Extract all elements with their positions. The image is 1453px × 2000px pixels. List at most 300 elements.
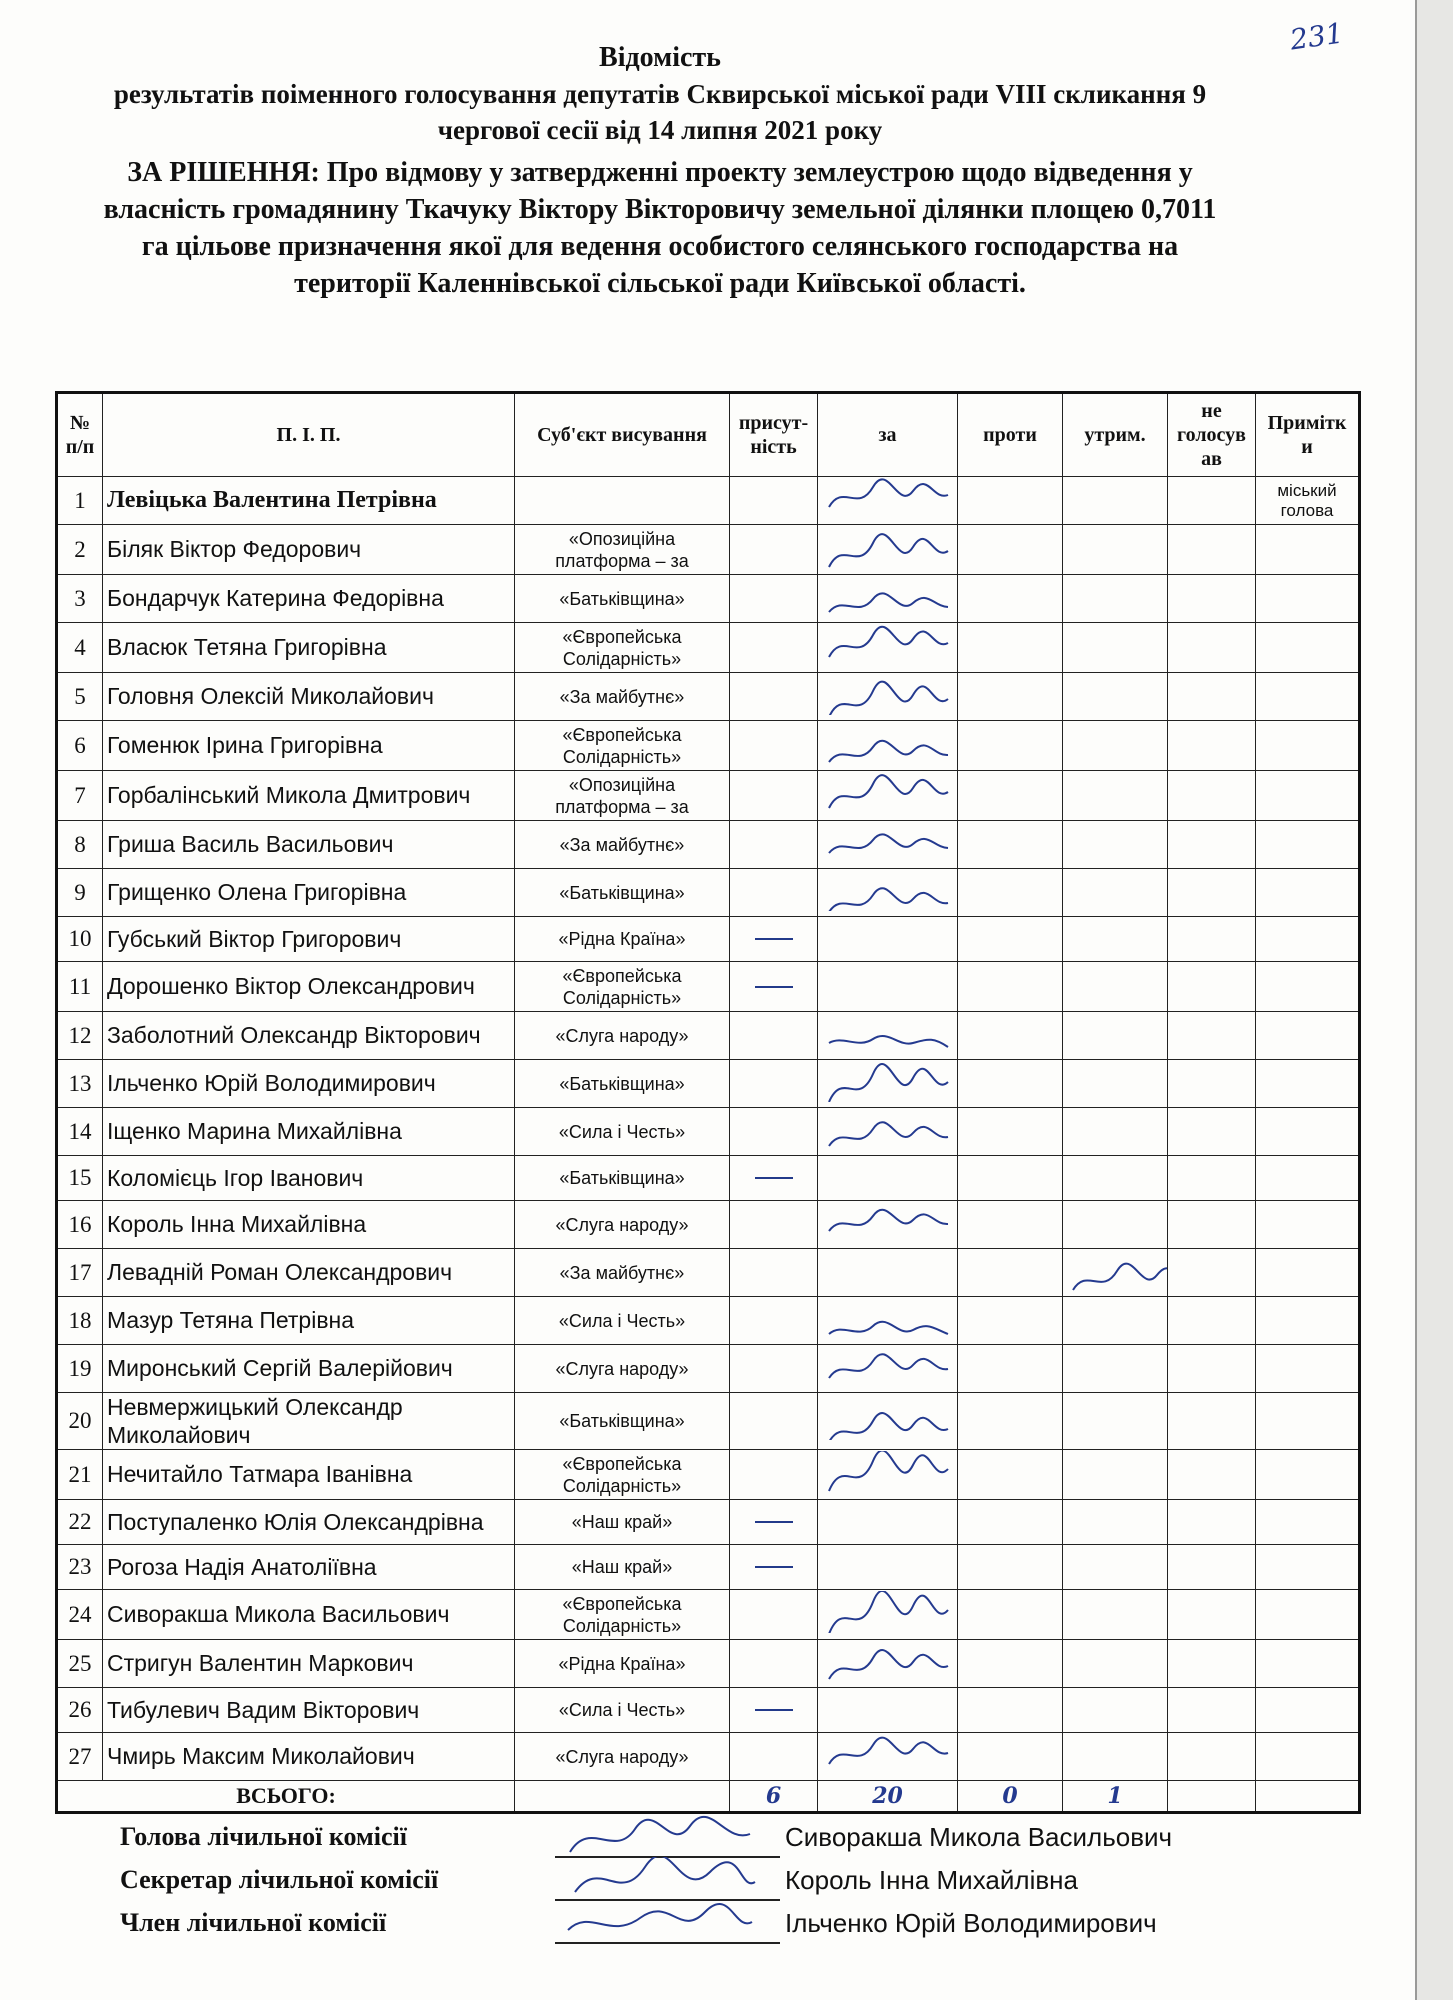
table-row xyxy=(57,821,1360,869)
note-cell: міський голова xyxy=(1256,477,1360,525)
note-cell xyxy=(1256,1249,1360,1297)
row-number: 21 xyxy=(57,1450,103,1500)
total-presence: 6 xyxy=(730,1781,818,1813)
row-number: 24 xyxy=(57,1590,103,1640)
row-number: 17 xyxy=(57,1249,103,1297)
vote-against-cell xyxy=(958,575,1063,623)
table-row xyxy=(57,1640,1360,1688)
vote-for-cell xyxy=(818,1545,958,1590)
nominating-party: «За майбутнє» xyxy=(515,1249,730,1297)
table-row xyxy=(57,1060,1360,1108)
signature-mark xyxy=(823,722,953,764)
not-voted-cell xyxy=(1168,869,1256,917)
signature-mark xyxy=(823,1297,953,1339)
vote-against-cell xyxy=(958,917,1063,962)
deputy-name: Чмирь Максим Миколайович xyxy=(103,1733,515,1781)
col-note-header: Примітк и xyxy=(1256,393,1360,477)
nominating-party: «Наш край» xyxy=(515,1500,730,1545)
deputy-name: Гриша Василь Васильович xyxy=(103,821,515,869)
deputy-name: Стригун Валентин Маркович xyxy=(103,1640,515,1688)
row-number: 25 xyxy=(57,1640,103,1688)
note-cell xyxy=(1256,1545,1360,1590)
signature-mark xyxy=(1067,1249,1168,1291)
total-party-cell xyxy=(515,1781,730,1813)
page-edge xyxy=(1415,0,1453,2000)
row-number: 4 xyxy=(57,623,103,673)
presence-cell xyxy=(730,1156,818,1201)
vote-for-cell xyxy=(818,1500,958,1545)
row-number: 19 xyxy=(57,1345,103,1393)
not-voted-cell xyxy=(1168,1156,1256,1201)
table-row xyxy=(57,525,1360,575)
commission-member-name: Ільченко Юрій Володимирович xyxy=(785,1908,1157,1938)
not-voted-cell xyxy=(1168,1201,1256,1249)
vote-against-cell xyxy=(958,721,1063,771)
row-number: 3 xyxy=(57,575,103,623)
presence-cell xyxy=(730,721,818,771)
presence-cell xyxy=(730,525,818,575)
nominating-party: «Європейська Солідарність» xyxy=(515,1450,730,1500)
note-cell xyxy=(1256,962,1360,1012)
vote-for-cell xyxy=(818,721,958,771)
not-voted-cell xyxy=(1168,1108,1256,1156)
not-voted-cell xyxy=(1168,1640,1256,1688)
commission-member-name: Король Інна Михайлівна xyxy=(785,1865,1078,1895)
vote-abstain-cell xyxy=(1063,962,1168,1012)
vote-against-cell xyxy=(958,1201,1063,1249)
vote-for-cell xyxy=(818,1297,958,1345)
vote-against-cell xyxy=(958,1640,1063,1688)
decision-line: ЗА РІШЕННЯ: Про відмову у затвердженні проекту землеустрою щодо відведення у xyxy=(127,157,1193,188)
col-party-header: Суб'єкт висування xyxy=(515,393,730,477)
vote-for-cell xyxy=(818,821,958,869)
row-number: 14 xyxy=(57,1108,103,1156)
not-voted-cell xyxy=(1168,575,1256,623)
row-number: 16 xyxy=(57,1201,103,1249)
not-voted-cell xyxy=(1168,623,1256,673)
nominating-party: «Батьківщина» xyxy=(515,575,730,623)
signature-mark xyxy=(823,624,953,666)
note-cell xyxy=(1256,1733,1360,1781)
vote-abstain-cell xyxy=(1063,575,1168,623)
signature-mark xyxy=(560,1900,760,1955)
commission-role: Голова лічильної комісії xyxy=(120,1822,407,1851)
nominating-party: «Рідна Країна» xyxy=(515,1640,730,1688)
total-against: 0 xyxy=(958,1781,1063,1813)
vote-abstain-cell xyxy=(1063,525,1168,575)
deputy-name: Невмержицький Олександр Миколайович xyxy=(103,1393,515,1450)
row-number: 11 xyxy=(57,962,103,1012)
nominating-party: «Батьківщина» xyxy=(515,1156,730,1201)
commission-member-name: Сиворакша Микола Васильович xyxy=(785,1822,1173,1852)
vote-abstain-cell xyxy=(1063,1450,1168,1500)
vote-against-cell xyxy=(958,771,1063,821)
absence-dash-mark xyxy=(755,1566,793,1568)
vote-for-cell xyxy=(818,1345,958,1393)
row-number: 13 xyxy=(57,1060,103,1108)
signature-mark xyxy=(823,575,953,617)
note-cell xyxy=(1256,1108,1360,1156)
vote-abstain-cell xyxy=(1063,1297,1168,1345)
nominating-party: «Опозиційна платформа – за xyxy=(515,771,730,821)
decision-line: га цільове призначення якої для ведення особистого селянського господарства на xyxy=(141,231,1179,262)
signature-mark xyxy=(823,1451,953,1493)
deputy-name: Поступаленко Юлія Олександрівна xyxy=(103,1500,515,1545)
table-row xyxy=(57,1733,1360,1781)
vote-abstain-cell xyxy=(1063,917,1168,962)
nominating-party: «Європейська Солідарність» xyxy=(515,721,730,771)
table-row xyxy=(57,1156,1360,1201)
nominating-party: «За майбутнє» xyxy=(515,821,730,869)
presence-cell xyxy=(730,1545,818,1590)
vote-against-cell xyxy=(958,1450,1063,1500)
vote-against-cell xyxy=(958,1297,1063,1345)
presence-cell xyxy=(730,1500,818,1545)
note-cell xyxy=(1256,821,1360,869)
vote-abstain-cell xyxy=(1063,721,1168,771)
presence-cell xyxy=(730,1450,818,1500)
vote-abstain-cell xyxy=(1063,623,1168,673)
vote-for-cell xyxy=(818,1249,958,1297)
deputy-name: Тибулевич Вадим Вікторович xyxy=(103,1688,515,1733)
vote-abstain-cell xyxy=(1063,477,1168,525)
col-for-header: за xyxy=(818,393,958,477)
nominating-party: «Рідна Країна» xyxy=(515,917,730,962)
not-voted-cell xyxy=(1168,673,1256,721)
not-voted-cell xyxy=(1168,1249,1256,1297)
vote-for-cell xyxy=(818,623,958,673)
note-cell xyxy=(1256,1640,1360,1688)
not-voted-cell xyxy=(1168,821,1256,869)
absence-dash-mark xyxy=(755,1521,793,1523)
note-cell xyxy=(1256,575,1360,623)
absence-dash-mark xyxy=(755,938,793,940)
row-number: 8 xyxy=(57,821,103,869)
signature-mark xyxy=(823,673,953,715)
note-cell xyxy=(1256,1688,1360,1733)
vote-against-cell xyxy=(958,1545,1063,1590)
nominating-party: «Слуга народу» xyxy=(515,1733,730,1781)
table-row xyxy=(57,1012,1360,1060)
voting-table-body xyxy=(57,477,1360,1781)
presence-cell xyxy=(730,1688,818,1733)
note-cell xyxy=(1256,1590,1360,1640)
deputy-name: Власюк Тетяна Григорівна xyxy=(103,623,515,673)
signature-mark xyxy=(823,477,953,519)
vote-abstain-cell xyxy=(1063,1012,1168,1060)
presence-cell xyxy=(730,1249,818,1297)
note-cell xyxy=(1256,1156,1360,1201)
signature-line xyxy=(555,1942,780,1944)
row-number: 2 xyxy=(57,525,103,575)
table-row xyxy=(57,575,1360,623)
presence-cell xyxy=(730,1297,818,1345)
row-number: 27 xyxy=(57,1733,103,1781)
table-row xyxy=(57,1108,1360,1156)
deputy-name: Мазур Тетяна Петрівна xyxy=(103,1297,515,1345)
vote-against-cell xyxy=(958,1500,1063,1545)
decision-text xyxy=(60,154,1260,302)
deputy-name: Левіцька Валентина Петрівна xyxy=(103,477,515,525)
table-row xyxy=(57,771,1360,821)
deputy-name: Гоменюк Ірина Григорівна xyxy=(103,721,515,771)
presence-cell xyxy=(730,575,818,623)
absence-dash-mark xyxy=(755,986,793,988)
deputy-name: Коломієць Ігор Іванович xyxy=(103,1156,515,1201)
presence-cell xyxy=(730,962,818,1012)
nominating-party: «Слуга народу» xyxy=(515,1201,730,1249)
not-voted-cell xyxy=(1168,962,1256,1012)
not-voted-cell xyxy=(1168,721,1256,771)
table-row xyxy=(57,1393,1360,1450)
vote-for-cell xyxy=(818,1640,958,1688)
table-row xyxy=(57,962,1360,1012)
note-cell xyxy=(1256,673,1360,721)
vote-for-cell xyxy=(818,869,958,917)
deputy-name: Сиворакша Микола Васильович xyxy=(103,1590,515,1640)
vote-for-cell xyxy=(818,525,958,575)
vote-against-cell xyxy=(958,1156,1063,1201)
vote-for-cell xyxy=(818,575,958,623)
signature-mark xyxy=(823,821,953,863)
absence-dash-mark xyxy=(755,1709,793,1711)
vote-for-cell xyxy=(818,1201,958,1249)
table-row xyxy=(57,721,1360,771)
row-number: 6 xyxy=(57,721,103,771)
presence-cell xyxy=(730,1012,818,1060)
col-not-voted-header: не голосув ав xyxy=(1168,393,1256,477)
total-abstain: 1 xyxy=(1063,1781,1168,1813)
note-cell xyxy=(1256,1060,1360,1108)
presence-cell xyxy=(730,1733,818,1781)
vote-abstain-cell xyxy=(1063,1156,1168,1201)
total-not-voted xyxy=(1168,1781,1256,1813)
vote-abstain-cell xyxy=(1063,1345,1168,1393)
vote-against-cell xyxy=(958,1590,1063,1640)
vote-abstain-cell xyxy=(1063,1201,1168,1249)
table-row xyxy=(57,1590,1360,1640)
nominating-party: «Батьківщина» xyxy=(515,1060,730,1108)
note-cell xyxy=(1256,1201,1360,1249)
deputy-name: Заболотний Олександр Вікторович xyxy=(103,1012,515,1060)
not-voted-cell xyxy=(1168,1012,1256,1060)
not-voted-cell xyxy=(1168,1450,1256,1500)
presence-cell xyxy=(730,1393,818,1450)
vote-against-cell xyxy=(958,1393,1063,1450)
voting-table xyxy=(55,391,1361,1814)
note-cell xyxy=(1256,1500,1360,1545)
vote-abstain-cell xyxy=(1063,1590,1168,1640)
vote-against-cell xyxy=(958,1012,1063,1060)
not-voted-cell xyxy=(1168,771,1256,821)
nominating-party xyxy=(515,477,730,525)
deputy-name: Дорошенко Віктор Олександрович xyxy=(103,962,515,1012)
not-voted-cell xyxy=(1168,1688,1256,1733)
row-number: 18 xyxy=(57,1297,103,1345)
not-voted-cell xyxy=(1168,1393,1256,1450)
deputy-name: Бондарчук Катерина Федорівна xyxy=(103,575,515,623)
table-row xyxy=(57,1500,1360,1545)
document-header xyxy=(60,40,1260,302)
vote-for-cell xyxy=(818,1450,958,1500)
total-note xyxy=(1256,1781,1360,1813)
nominating-party: «Слуга народу» xyxy=(515,1012,730,1060)
not-voted-cell xyxy=(1168,1733,1256,1781)
vote-abstain-cell xyxy=(1063,1545,1168,1590)
row-number: 15 xyxy=(57,1156,103,1201)
vote-for-cell xyxy=(818,1733,958,1781)
row-number: 20 xyxy=(57,1393,103,1450)
note-cell xyxy=(1256,1345,1360,1393)
table-row xyxy=(57,1450,1360,1500)
vote-abstain-cell xyxy=(1063,869,1168,917)
nominating-party: «Сила і Честь» xyxy=(515,1297,730,1345)
vote-against-cell xyxy=(958,673,1063,721)
presence-cell xyxy=(730,1640,818,1688)
row-number: 23 xyxy=(57,1545,103,1590)
vote-against-cell xyxy=(958,1688,1063,1733)
signature-mark xyxy=(823,772,953,814)
presence-cell xyxy=(730,869,818,917)
nominating-party: «Європейська Солідарність» xyxy=(515,962,730,1012)
vote-against-cell xyxy=(958,1249,1063,1297)
deputy-name: Грищенко Олена Григорівна xyxy=(103,869,515,917)
vote-against-cell xyxy=(958,821,1063,869)
note-cell xyxy=(1256,917,1360,962)
nominating-party: «Сила і Честь» xyxy=(515,1108,730,1156)
table-row xyxy=(57,1201,1360,1249)
deputy-name: Миронський Сергій Валерійович xyxy=(103,1345,515,1393)
table-row xyxy=(57,1688,1360,1733)
note-cell xyxy=(1256,1297,1360,1345)
signature-mark xyxy=(823,1733,953,1775)
not-voted-cell xyxy=(1168,1297,1256,1345)
vote-for-cell xyxy=(818,962,958,1012)
decision-line: власність громадянину Ткачуку Віктору Вікторовичу земельної ділянки площею 0,7011 xyxy=(103,194,1217,225)
not-voted-cell xyxy=(1168,917,1256,962)
vote-for-cell xyxy=(818,477,958,525)
vote-abstain-cell xyxy=(1063,1393,1168,1450)
signature-mark xyxy=(823,526,953,568)
counting-commission xyxy=(120,1822,1240,1951)
vote-abstain-cell xyxy=(1063,821,1168,869)
row-number: 7 xyxy=(57,771,103,821)
deputy-name: Нечитайло Татмара Іванівна xyxy=(103,1450,515,1500)
vote-against-cell xyxy=(958,1060,1063,1108)
vote-for-cell xyxy=(818,1590,958,1640)
commission-row xyxy=(120,1908,1240,1951)
vote-for-cell xyxy=(818,1156,958,1201)
vote-for-cell xyxy=(818,1688,958,1733)
table-row xyxy=(57,1345,1360,1393)
row-number: 5 xyxy=(57,673,103,721)
note-cell xyxy=(1256,525,1360,575)
deputy-name: Рогоза Надія Анатоліївна xyxy=(103,1545,515,1590)
deputy-name: Ільченко Юрій Володимирович xyxy=(103,1060,515,1108)
total-for: 20 xyxy=(818,1781,958,1813)
note-cell xyxy=(1256,1012,1360,1060)
absence-dash-mark xyxy=(755,1177,793,1179)
nominating-party: «Батьківщина» xyxy=(515,1393,730,1450)
presence-cell xyxy=(730,1060,818,1108)
handwritten-page-number: 231 xyxy=(1287,16,1346,57)
deputy-name: Іщенко Марина Михайлівна xyxy=(103,1108,515,1156)
vote-against-cell xyxy=(958,962,1063,1012)
row-number: 26 xyxy=(57,1688,103,1733)
presence-cell xyxy=(730,821,818,869)
table-row xyxy=(57,917,1360,962)
document-title: Відомість xyxy=(599,42,721,73)
nominating-party: «Опозиційна платформа – за xyxy=(515,525,730,575)
nominating-party: «Європейська Солідарність» xyxy=(515,1590,730,1640)
presence-cell xyxy=(730,1345,818,1393)
row-number: 10 xyxy=(57,917,103,962)
col-num-header: № п/п xyxy=(57,393,103,477)
vote-against-cell xyxy=(958,623,1063,673)
vote-for-cell xyxy=(818,1060,958,1108)
vote-abstain-cell xyxy=(1063,1500,1168,1545)
table-row xyxy=(57,477,1360,525)
vote-against-cell xyxy=(958,1108,1063,1156)
vote-abstain-cell xyxy=(1063,1640,1168,1688)
vote-abstain-cell xyxy=(1063,673,1168,721)
signature-mark xyxy=(823,1012,953,1054)
note-cell xyxy=(1256,869,1360,917)
deputy-name: Губський Віктор Григорович xyxy=(103,917,515,962)
header-line-2: чергової сесії від 14 липня 2021 року xyxy=(437,115,883,145)
col-presence-header: присут-ність xyxy=(730,393,818,477)
col-abstain-header: утрим. xyxy=(1063,393,1168,477)
nominating-party: «Наш край» xyxy=(515,1545,730,1590)
not-voted-cell xyxy=(1168,1345,1256,1393)
vote-for-cell xyxy=(818,917,958,962)
table-row xyxy=(57,673,1360,721)
nominating-party: «Європейська Солідарність» xyxy=(515,623,730,673)
deputy-name: Головня Олексій Миколайович xyxy=(103,673,515,721)
nominating-party: «Батьківщина» xyxy=(515,869,730,917)
vote-abstain-cell xyxy=(1063,1733,1168,1781)
nominating-party: «Сила і Честь» xyxy=(515,1688,730,1733)
vote-for-cell xyxy=(818,771,958,821)
table-row xyxy=(57,1545,1360,1590)
signature-mark xyxy=(823,869,953,911)
presence-cell xyxy=(730,477,818,525)
signature-mark xyxy=(823,1060,953,1102)
vote-abstain-cell xyxy=(1063,1249,1168,1297)
note-cell xyxy=(1256,721,1360,771)
vote-abstain-cell xyxy=(1063,771,1168,821)
presence-cell xyxy=(730,771,818,821)
col-against-header: проти xyxy=(958,393,1063,477)
vote-against-cell xyxy=(958,477,1063,525)
commission-role: Секретар лічильної комісії xyxy=(120,1865,439,1894)
row-number: 9 xyxy=(57,869,103,917)
not-voted-cell xyxy=(1168,525,1256,575)
presence-cell xyxy=(730,623,818,673)
note-cell xyxy=(1256,1450,1360,1500)
vote-abstain-cell xyxy=(1063,1108,1168,1156)
not-voted-cell xyxy=(1168,1500,1256,1545)
deputy-name: Левадній Роман Олександрович xyxy=(103,1249,515,1297)
not-voted-cell xyxy=(1168,1545,1256,1590)
vote-against-cell xyxy=(958,1733,1063,1781)
row-number: 1 xyxy=(57,477,103,525)
vote-for-cell xyxy=(818,1393,958,1450)
total-row xyxy=(57,1781,1360,1813)
deputy-name: Король Інна Михайлівна xyxy=(103,1201,515,1249)
header-line-1: результатів поіменного голосування депутатів Сквирської міської ради VIII скликання 9 xyxy=(113,79,1207,109)
table-row xyxy=(57,1297,1360,1345)
